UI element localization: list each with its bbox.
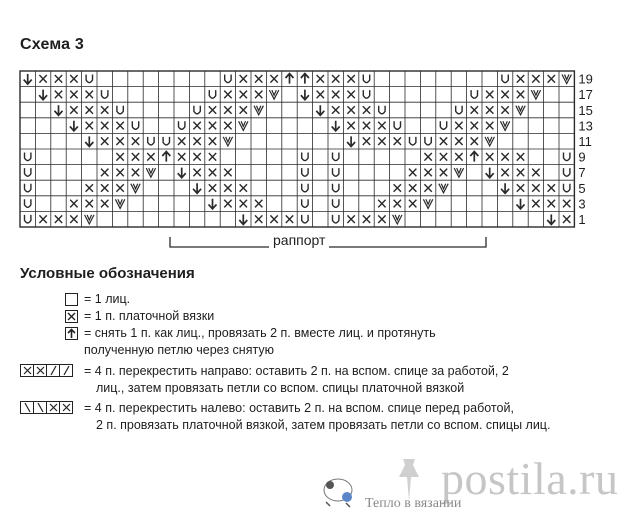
u-stitch-cell <box>25 199 31 207</box>
garter-stitch-cell <box>517 91 524 99</box>
garter-stitch-cell <box>532 75 539 83</box>
u-stitch-cell <box>302 168 308 176</box>
arrow-down-icon <box>239 214 247 224</box>
double-v-stitch-cell <box>269 90 278 99</box>
garter-stitch-cell <box>255 200 262 208</box>
u-stitch-cell <box>194 106 200 114</box>
garter-stitch-cell <box>240 91 247 99</box>
garter-stitch-cell <box>193 122 200 130</box>
double-v-stitch-cell <box>423 199 432 208</box>
garter-stitch-cell <box>270 215 277 223</box>
double-v-stitch-cell <box>393 215 402 224</box>
garter-stitch-cell <box>363 122 370 130</box>
garter-stitch-cell <box>132 153 139 161</box>
garter-stitch-cell <box>517 184 524 192</box>
garter-stitch-cell <box>394 200 401 208</box>
double-v-stitch-cell <box>85 215 94 224</box>
arrow-down-icon <box>501 183 509 193</box>
u-stitch-cell <box>333 153 339 161</box>
legend-item-cable-right: = 4 п. перекрестить направо: оставить 2 п. на вспом. спице за работой, 2 <box>84 364 509 378</box>
u-stitch-cell <box>410 137 416 145</box>
u-stitch-cell <box>86 75 92 83</box>
u-stitch-cell <box>502 75 508 83</box>
garter-stitch-cell <box>209 169 216 177</box>
garter-stitch-cell <box>548 184 555 192</box>
garter-stitch-cell <box>378 122 385 130</box>
garter-stitch-cell <box>563 215 570 223</box>
garter-stitch-cell <box>424 153 431 161</box>
legend-item-garter: = 1 п. платочной вязки <box>84 309 215 323</box>
u-stitch-cell <box>471 90 477 98</box>
garter-stitch-cell <box>486 153 493 161</box>
garter-stitch-cell <box>424 184 431 192</box>
garter-stitch-cell <box>471 122 478 130</box>
knit-stitch-symbol <box>65 293 78 306</box>
watermark-logo-text: postila.ru <box>441 453 619 504</box>
garter-stitch-cell <box>70 215 77 223</box>
row-number-label: 9 <box>578 149 586 165</box>
garter-stitch-cell <box>101 122 108 130</box>
arrow-down-icon <box>316 105 324 115</box>
u-stitch-cell <box>564 184 570 192</box>
garter-stitch-cell <box>39 215 46 223</box>
row-number-label: 5 <box>578 180 586 196</box>
arrow-down-icon <box>24 74 32 84</box>
garter-stitch-cell <box>86 106 93 114</box>
u-stitch-cell <box>102 90 108 98</box>
row-number-label: 17 <box>578 87 593 103</box>
sheep-mascot-icon <box>318 470 358 510</box>
double-v-stitch-cell <box>439 184 448 193</box>
watermark-caption: Тепло в вязании <box>365 496 462 511</box>
u-stitch-cell <box>302 184 308 192</box>
legend-item-cable-left: = 4 п. перекрестить налево: оставить 2 п. на вспом. спице перед работой, <box>84 401 514 415</box>
garter-stitch-cell <box>240 75 247 83</box>
u-stitch-cell <box>148 137 154 145</box>
u-stitch-cell <box>25 184 31 192</box>
double-v-stitch-cell <box>254 106 263 115</box>
garter-stitch-cell <box>455 122 462 130</box>
double-v-stitch-cell <box>562 75 571 84</box>
garter-stitch-cell <box>55 75 62 83</box>
garter-stitch-cell <box>286 215 293 223</box>
garter-stitch-cell <box>347 122 354 130</box>
legend-item-decrease: = снять 1 п. как лиц., провязать 2 п. вместе лиц. и протянуть <box>84 326 436 340</box>
arrow-down-icon <box>301 90 309 100</box>
garter-stitch-cell <box>116 153 123 161</box>
u-stitch-cell <box>564 168 570 176</box>
garter-stitch-cell <box>147 153 154 161</box>
garter-stitch-cell <box>548 200 555 208</box>
u-stitch-cell <box>25 168 31 176</box>
arrow-down-icon <box>486 168 494 178</box>
garter-stitch-cell <box>255 215 262 223</box>
legend-item-decrease-cont: полученную петлю через снятую <box>84 343 274 357</box>
garter-stitch-cell <box>471 106 478 114</box>
garter-stitch-cell <box>240 200 247 208</box>
garter-stitch-cell <box>178 137 185 145</box>
garter-stitch-cell <box>86 184 93 192</box>
garter-stitch-cell <box>563 200 570 208</box>
arrow-up-icon <box>65 327 78 340</box>
double-v-stitch-cell <box>146 168 155 177</box>
garter-stitch-cell <box>209 122 216 130</box>
double-v-stitch-cell <box>516 106 525 115</box>
u-stitch-cell <box>333 184 339 192</box>
garter-stitch-cell <box>409 200 416 208</box>
garter-stitch-cell <box>486 122 493 130</box>
legend-title: Условные обозначения <box>20 265 195 282</box>
garter-stitch-cell <box>317 91 324 99</box>
double-v-stitch-cell <box>115 199 124 208</box>
garter-stitch-cell <box>224 169 231 177</box>
u-stitch-cell <box>302 199 308 207</box>
garter-stitch-cell <box>224 122 231 130</box>
garter-stitch-symbol <box>65 310 78 323</box>
garter-stitch-cell <box>224 200 231 208</box>
garter-stitch-cell <box>332 91 339 99</box>
arrow-down-icon <box>332 121 340 131</box>
garter-stitch-cell <box>193 137 200 145</box>
row-number-label: 3 <box>578 196 586 212</box>
row-number-label: 1 <box>578 212 586 227</box>
row-number-label: 11 <box>578 134 592 149</box>
u-stitch-cell <box>179 121 185 129</box>
arrow-up-icon <box>301 74 309 84</box>
row-number-label: 7 <box>578 165 586 181</box>
garter-stitch-cell <box>517 169 524 177</box>
garter-stitch-cell <box>39 75 46 83</box>
garter-stitch-cell <box>55 215 62 223</box>
legend-item-cable-left-cont: 2 п. провязать платочной вязкой, затем провязать петли со вспом. спицы лиц. <box>96 418 551 432</box>
u-stitch-cell <box>333 168 339 176</box>
garter-stitch-cell <box>240 184 247 192</box>
u-stitch-cell <box>25 215 31 223</box>
double-v-stitch-cell <box>223 137 232 146</box>
garter-stitch-cell <box>255 75 262 83</box>
garter-stitch-cell <box>501 169 508 177</box>
u-stitch-cell <box>163 137 169 145</box>
garter-stitch-cell <box>347 91 354 99</box>
garter-stitch-cell <box>101 184 108 192</box>
garter-stitch-cell <box>86 200 93 208</box>
garter-stitch-cell <box>394 137 401 145</box>
garter-stitch-cell <box>332 106 339 114</box>
garter-stitch-cell <box>501 153 508 161</box>
cable-left-symbol <box>20 401 73 414</box>
scheme-title: Схема 3 <box>20 36 85 53</box>
garter-stitch-cell <box>378 137 385 145</box>
garter-stitch-cell <box>101 106 108 114</box>
garter-stitch-cell <box>86 91 93 99</box>
arrow-up-icon <box>286 74 294 84</box>
arrow-down-icon <box>55 105 63 115</box>
double-v-stitch-cell <box>500 121 509 130</box>
double-v-stitch-cell <box>531 90 540 99</box>
garter-stitch-cell <box>363 137 370 145</box>
garter-stitch-cell <box>440 169 447 177</box>
garter-stitch-cell <box>209 137 216 145</box>
garter-stitch-cell <box>347 75 354 83</box>
garter-stitch-cell <box>532 200 539 208</box>
u-stitch-cell <box>209 90 215 98</box>
garter-stitch-cell <box>116 137 123 145</box>
u-stitch-cell <box>333 199 339 207</box>
u-stitch-cell <box>379 106 385 114</box>
arrow-down-icon <box>209 199 217 209</box>
double-v-stitch-cell <box>485 137 494 146</box>
garter-stitch-cell <box>440 153 447 161</box>
arrow-up-icon <box>162 152 170 162</box>
garter-stitch-cell <box>240 106 247 114</box>
garter-stitch-cell <box>501 106 508 114</box>
arrow-up-icon <box>470 152 478 162</box>
garter-stitch-cell <box>255 91 262 99</box>
arrow-down-icon <box>85 136 93 146</box>
u-stitch-cell <box>440 121 446 129</box>
legend-item-cable-right-cont: лиц., затем провязать петли со вспом. спицы платочной вязкой <box>96 381 465 395</box>
garter-stitch-cell <box>517 153 524 161</box>
garter-stitch-cell <box>486 106 493 114</box>
arrow-down-icon <box>193 183 201 193</box>
garter-stitch-cell <box>548 75 555 83</box>
double-v-stitch-cell <box>239 121 248 130</box>
garter-stitch-cell <box>378 215 385 223</box>
u-stitch-cell <box>302 153 308 161</box>
garter-stitch-cell <box>116 169 123 177</box>
u-stitch-cell <box>333 215 339 223</box>
garter-stitch-cell <box>332 75 339 83</box>
garter-stitch-cell <box>501 91 508 99</box>
double-v-stitch-cell <box>131 184 140 193</box>
garter-stitch-cell <box>517 75 524 83</box>
row-number-label: 19 <box>578 71 593 87</box>
garter-stitch-cell <box>209 106 216 114</box>
arrow-down-icon <box>347 136 355 146</box>
u-stitch-cell <box>132 121 138 129</box>
garter-stitch-cell <box>347 106 354 114</box>
u-stitch-cell <box>302 215 308 223</box>
arrow-down-icon <box>70 121 78 131</box>
garter-stitch-cell <box>532 184 539 192</box>
legend-item-knit: = 1 лиц. <box>84 292 131 306</box>
garter-stitch-cell <box>70 91 77 99</box>
garter-stitch-cell <box>101 137 108 145</box>
garter-stitch-cell <box>363 106 370 114</box>
garter-stitch-cell <box>224 184 231 192</box>
garter-stitch-cell <box>363 215 370 223</box>
garter-stitch-cell <box>455 153 462 161</box>
garter-stitch-cell <box>224 91 231 99</box>
u-stitch-cell <box>456 106 462 114</box>
rapport-label: раппорт <box>269 232 329 248</box>
garter-stitch-cell <box>440 137 447 145</box>
u-stitch-cell <box>425 137 431 145</box>
garter-stitch-cell <box>471 137 478 145</box>
garter-stitch-cell <box>378 200 385 208</box>
garter-stitch-cell <box>193 169 200 177</box>
double-v-stitch-cell <box>454 168 463 177</box>
garter-stitch-cell <box>424 169 431 177</box>
garter-stitch-cell <box>224 106 231 114</box>
garter-stitch-cell <box>486 91 493 99</box>
garter-stitch-cell <box>532 169 539 177</box>
u-stitch-cell <box>363 75 369 83</box>
garter-stitch-cell <box>70 106 77 114</box>
garter-stitch-cell <box>86 122 93 130</box>
u-stitch-cell <box>564 153 570 161</box>
garter-stitch-cell <box>270 75 277 83</box>
garter-stitch-cell <box>132 169 139 177</box>
u-stitch-cell <box>117 106 123 114</box>
garter-stitch-cell <box>409 169 416 177</box>
garter-stitch-cell <box>70 200 77 208</box>
garter-stitch-cell <box>317 75 324 83</box>
garter-stitch-cell <box>409 184 416 192</box>
garter-stitch-cell <box>209 153 216 161</box>
garter-stitch-cell <box>55 91 62 99</box>
cable-right-symbol <box>20 364 73 377</box>
garter-stitch-cell <box>209 184 216 192</box>
garter-stitch-cell <box>178 153 185 161</box>
garter-stitch-cell <box>132 137 139 145</box>
arrow-down-icon <box>178 168 186 178</box>
u-stitch-cell <box>363 90 369 98</box>
row-number-label: 13 <box>578 118 593 134</box>
row-number-label: 15 <box>578 102 593 118</box>
arrow-down-icon <box>39 90 47 100</box>
garter-stitch-cell <box>101 169 108 177</box>
garter-stitch-cell <box>193 153 200 161</box>
garter-stitch-cell <box>394 184 401 192</box>
arrow-down-icon <box>517 199 525 209</box>
u-stitch-cell <box>394 121 400 129</box>
u-stitch-cell <box>25 153 31 161</box>
garter-stitch-cell <box>455 137 462 145</box>
garter-stitch-cell <box>101 200 108 208</box>
garter-stitch-cell <box>116 122 123 130</box>
arrow-down-icon <box>547 214 555 224</box>
garter-stitch-cell <box>70 75 77 83</box>
garter-stitch-cell <box>347 215 354 223</box>
garter-stitch-cell <box>116 184 123 192</box>
u-stitch-cell <box>225 75 231 83</box>
